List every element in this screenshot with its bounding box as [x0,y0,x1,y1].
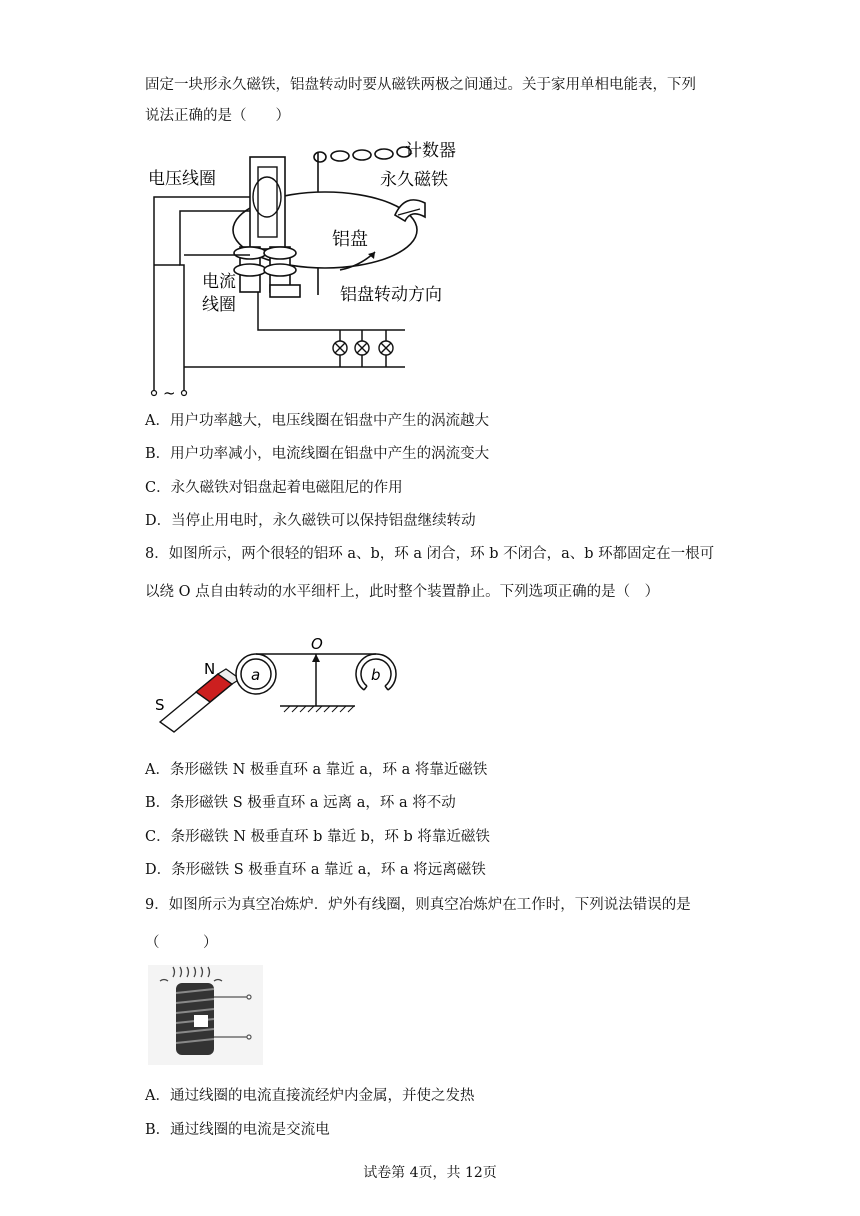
aluminum-rings-figure [150,632,410,740]
page-footer: 试卷第 4页，共 12页 [363,1165,497,1181]
bar-magnet [160,669,240,732]
magnet-label: 永久磁铁 [380,170,448,190]
ring-a-label: a [251,666,261,684]
q7-option-a: A．用户功率越大，电压线圈在铝盘中产生的涡流越大 [145,413,489,429]
counter-label: 计数器 [405,141,456,161]
q9-option-a: A．通过线圈的电流直接流经炉内金属，并使之发热 [145,1088,475,1104]
q7-option-c: C．永久磁铁对铝盘起着电磁阻尼的作用 [145,480,403,496]
q7-option-b: B．用户功率减小，电流线圈在铝盘中产生的涡流变大 [145,446,490,462]
q9-option-b: B．通过线圈的电流是交流电 [145,1122,330,1138]
disk-label: 铝盘 [332,229,368,250]
lamp-icon [333,341,393,355]
ac-symbol: ~ [163,384,176,402]
q8-option-c: C．条形磁铁 N 极垂直环 b 靠近 b，环 b 将靠近磁铁 [145,829,490,845]
q7-intro-line2: 说法正确的是（ ） [145,108,290,124]
q8-option-d: D．条形磁铁 S 极垂直环 a 靠近 a，环 a 将远离磁铁 [145,862,486,878]
direction-label: 铝盘转动方向 [340,285,442,305]
q9-line2: （ ） [145,935,218,951]
q9-line1: 9．如图所示为真空冶炼炉．炉外有线圈，则真空冶炼炉在工作时，下列说法错误的是 [145,897,691,913]
north-pole-label: N [204,660,216,678]
ring-b-label: b [371,666,381,684]
q7-option-d: D．当停止用电时，永久磁铁可以保持铝盘继续转动 [145,513,476,529]
vacuum-furnace-figure [148,965,263,1065]
q8-option-a: A．条形磁铁 N 极垂直环 a 靠近 a，环 a 将靠近磁铁 [145,762,488,778]
q8-line2: 以绕 O 点自由转动的水平细杆上，此时整个装置静止。下列选项正确的是（ ） [145,584,660,600]
pivot-label: O [311,635,323,653]
q8-option-b: B．条形磁铁 S 极垂直环 a 远离 a，环 a 将不动 [145,795,456,811]
south-pole-label: S [155,696,165,714]
energy-meter-figure [140,135,480,405]
counter-chain [314,147,411,162]
current-coil-label-2: 线圈 [202,295,236,315]
current-coil-label-1: 电流 [202,272,236,292]
ground-hatch [284,706,354,712]
furnace-coil [176,983,214,1055]
voltage-coil-label: 电压线圈 [148,169,216,189]
q7-intro-line1: 固定一块形永久磁铁，铝盘转动时要从磁铁两极之间通过。关于家用单相电能表，下列 [145,77,696,93]
q8-line1: 8．如图所示，两个很轻的铝环 a、b，环 a 闭合，环 b 不闭合，a、b 环都固定在一根可 [145,546,715,562]
